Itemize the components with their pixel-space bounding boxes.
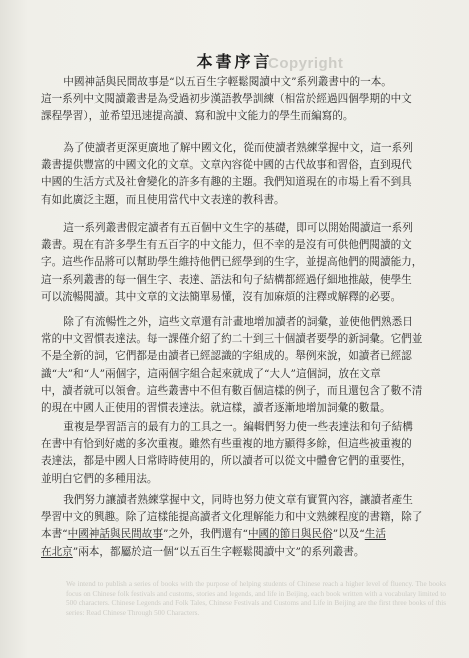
text-run: 這一系列中文閱讀叢書是為受過初步漢語教學訓練（相當於經過四個學期的中文 (41, 93, 412, 106)
text-run: ”兩本，都屬於這一個“以五百生字輕鬆閱讀中文”的系列叢書。 (72, 545, 365, 558)
text-run: 不是全新的詞，它們都是由讀者已經認識的字組成的。舉例來說，如讀者已經認 (41, 350, 412, 363)
text-run: 課程學習），並希望迅速提高讀、寫和說中文能力的學生而編寫的。 (41, 110, 354, 123)
text-line (41, 544, 445, 561)
text-line (41, 192, 445, 209)
underlined-book-title: 生活 (364, 528, 386, 541)
text-run: 有如此廣泛主題，而且使用當代中文表達的教科書。 (41, 193, 285, 206)
text-line (41, 272, 445, 289)
text-line (41, 140, 445, 157)
text-run: 中國的生活方式及社會變化的許多有趣的主題。我們知道現在的市場上看不到具 (41, 176, 412, 189)
text-line (41, 254, 445, 271)
text-run: ”以及“ (332, 528, 365, 541)
paragraph-5 (41, 419, 445, 488)
text-run: 中國神話與民間故事是“以五百生字輕鬆閱讀中文”系列叢書中的一本。 (63, 76, 392, 88)
text-line (41, 400, 445, 417)
text-run: 除了有流暢性之外，這些文章還有計畫地增加讀者的詞彙，並使他們熟悉日 (63, 316, 413, 328)
text-line (41, 492, 445, 509)
paragraph-3 (41, 220, 445, 306)
text-run: 的現在中國人正使用的習慣表達法。就這樣，讀者逐漸地增加詞彙的數量。 (41, 402, 391, 415)
text-line (41, 383, 445, 400)
text-line (41, 509, 445, 526)
text-line (41, 237, 445, 254)
paragraph-4 (41, 314, 445, 417)
underlined-book-title: 中國神話與民間故事 (67, 528, 163, 541)
text-run: 叢書提供豐富的中國文化的文章。文章內容從中國的古代故事和習俗，直到現代 (41, 159, 412, 172)
text-line (41, 174, 445, 191)
text-line (41, 526, 445, 543)
text-run: 常的中文習慣表達法。每一課僅介紹了約二十到三十個讀者要學的新詞彙。它們並 (41, 333, 423, 346)
text-run: ”之外，我們還有“ (162, 528, 248, 541)
text-run: 中，讀者就可以領會。這些叢書中不但有數百個這樣的例子，而且還包含了數不清 (41, 384, 423, 397)
text-run: 這一系列叢書假定讀者有五百個中文生字的基礎，即可以開始閱讀這一系列 (63, 222, 413, 234)
faint-english-bleed-through: We intend to publish a series of books with the purpose of helping students of Chinese reach a higher level of fluency. The books focus on Chinese folk festivals and customs, stories and legends, and life in Beijing, each book written with a vocabulary limited to 500 characters. Chinese Legends and Folk Tales, Chinese Festivals and Customs and Life in Beijing are the first three books of this series: Read Chinese Through 500 Characters. (66, 580, 446, 617)
text-run: 字。這些作品將可以幫助學生維持他們已經學到的生字，並提高他們的閱讀能力， (41, 256, 423, 269)
text-line (41, 348, 445, 365)
text-line (41, 453, 445, 470)
paragraph-6 (41, 492, 445, 561)
text-line (41, 419, 445, 436)
paragraph-1 (41, 74, 445, 126)
text-line (41, 471, 445, 488)
page-title: 本書序言 (196, 52, 273, 71)
text-line (41, 289, 445, 306)
copyright-watermark: Copyright (268, 55, 344, 72)
text-line (41, 91, 445, 108)
text-run: 並明白它們的多種用法。 (41, 472, 158, 485)
text-run: 學習中文的興趣。除了這樣能提高讀者文化理解能力和中文熟練程度的書籍，除了 (41, 511, 423, 524)
text-line (41, 157, 445, 174)
text-line (41, 220, 445, 237)
text-run: 本書“ (41, 528, 68, 541)
text-line (41, 366, 445, 383)
text-run: 識“大”和“人”兩個字，這兩個字組合起來就成了“大人”這個詞，放在文章 (41, 367, 381, 380)
text-run: 可以流暢閱讀。其中文章的文法簡單易懂，沒有加麻煩的注釋或解釋的必要。 (41, 290, 402, 303)
text-line (41, 436, 445, 453)
text-run: 我們努力讓讀者熟練掌握中文，同時也努力使文章有實質內容，讓讀者產生 (63, 494, 413, 506)
underlined-book-title: 中國的節日與民俗 (247, 528, 333, 541)
text-line (41, 74, 445, 91)
paragraph-2 (41, 140, 445, 209)
text-run: 重複是學習語言的最有力的工具之一。編輯們努力使一些表達法和句子結構 (63, 421, 413, 433)
text-line (41, 108, 445, 125)
text-run: 為了使讀者更深更廣地了解中國文化，從而使讀者熟練掌握中文，這一系列 (63, 142, 413, 154)
text-line (41, 314, 445, 331)
text-run: 這一系列叢書的每一個生字、表達、語法和句子結構都經過仔細地推敲，使學生 (41, 273, 412, 286)
underlined-book-title: 在北京 (41, 545, 73, 558)
text-run: 表達法，都是中國人日常時時使用的，所以讀者可以從文中體會它們的重要性， (41, 455, 412, 468)
text-line (41, 331, 445, 348)
text-run: 叢書。現在有許多學生有五百字的中文能力，但不幸的是沒有可供他們閱讀的文 (41, 239, 412, 252)
text-run: 在書中有恰到好處的多次重複。雖然有些重複的地方顯得多餘，但這些被重複的 (41, 438, 412, 451)
